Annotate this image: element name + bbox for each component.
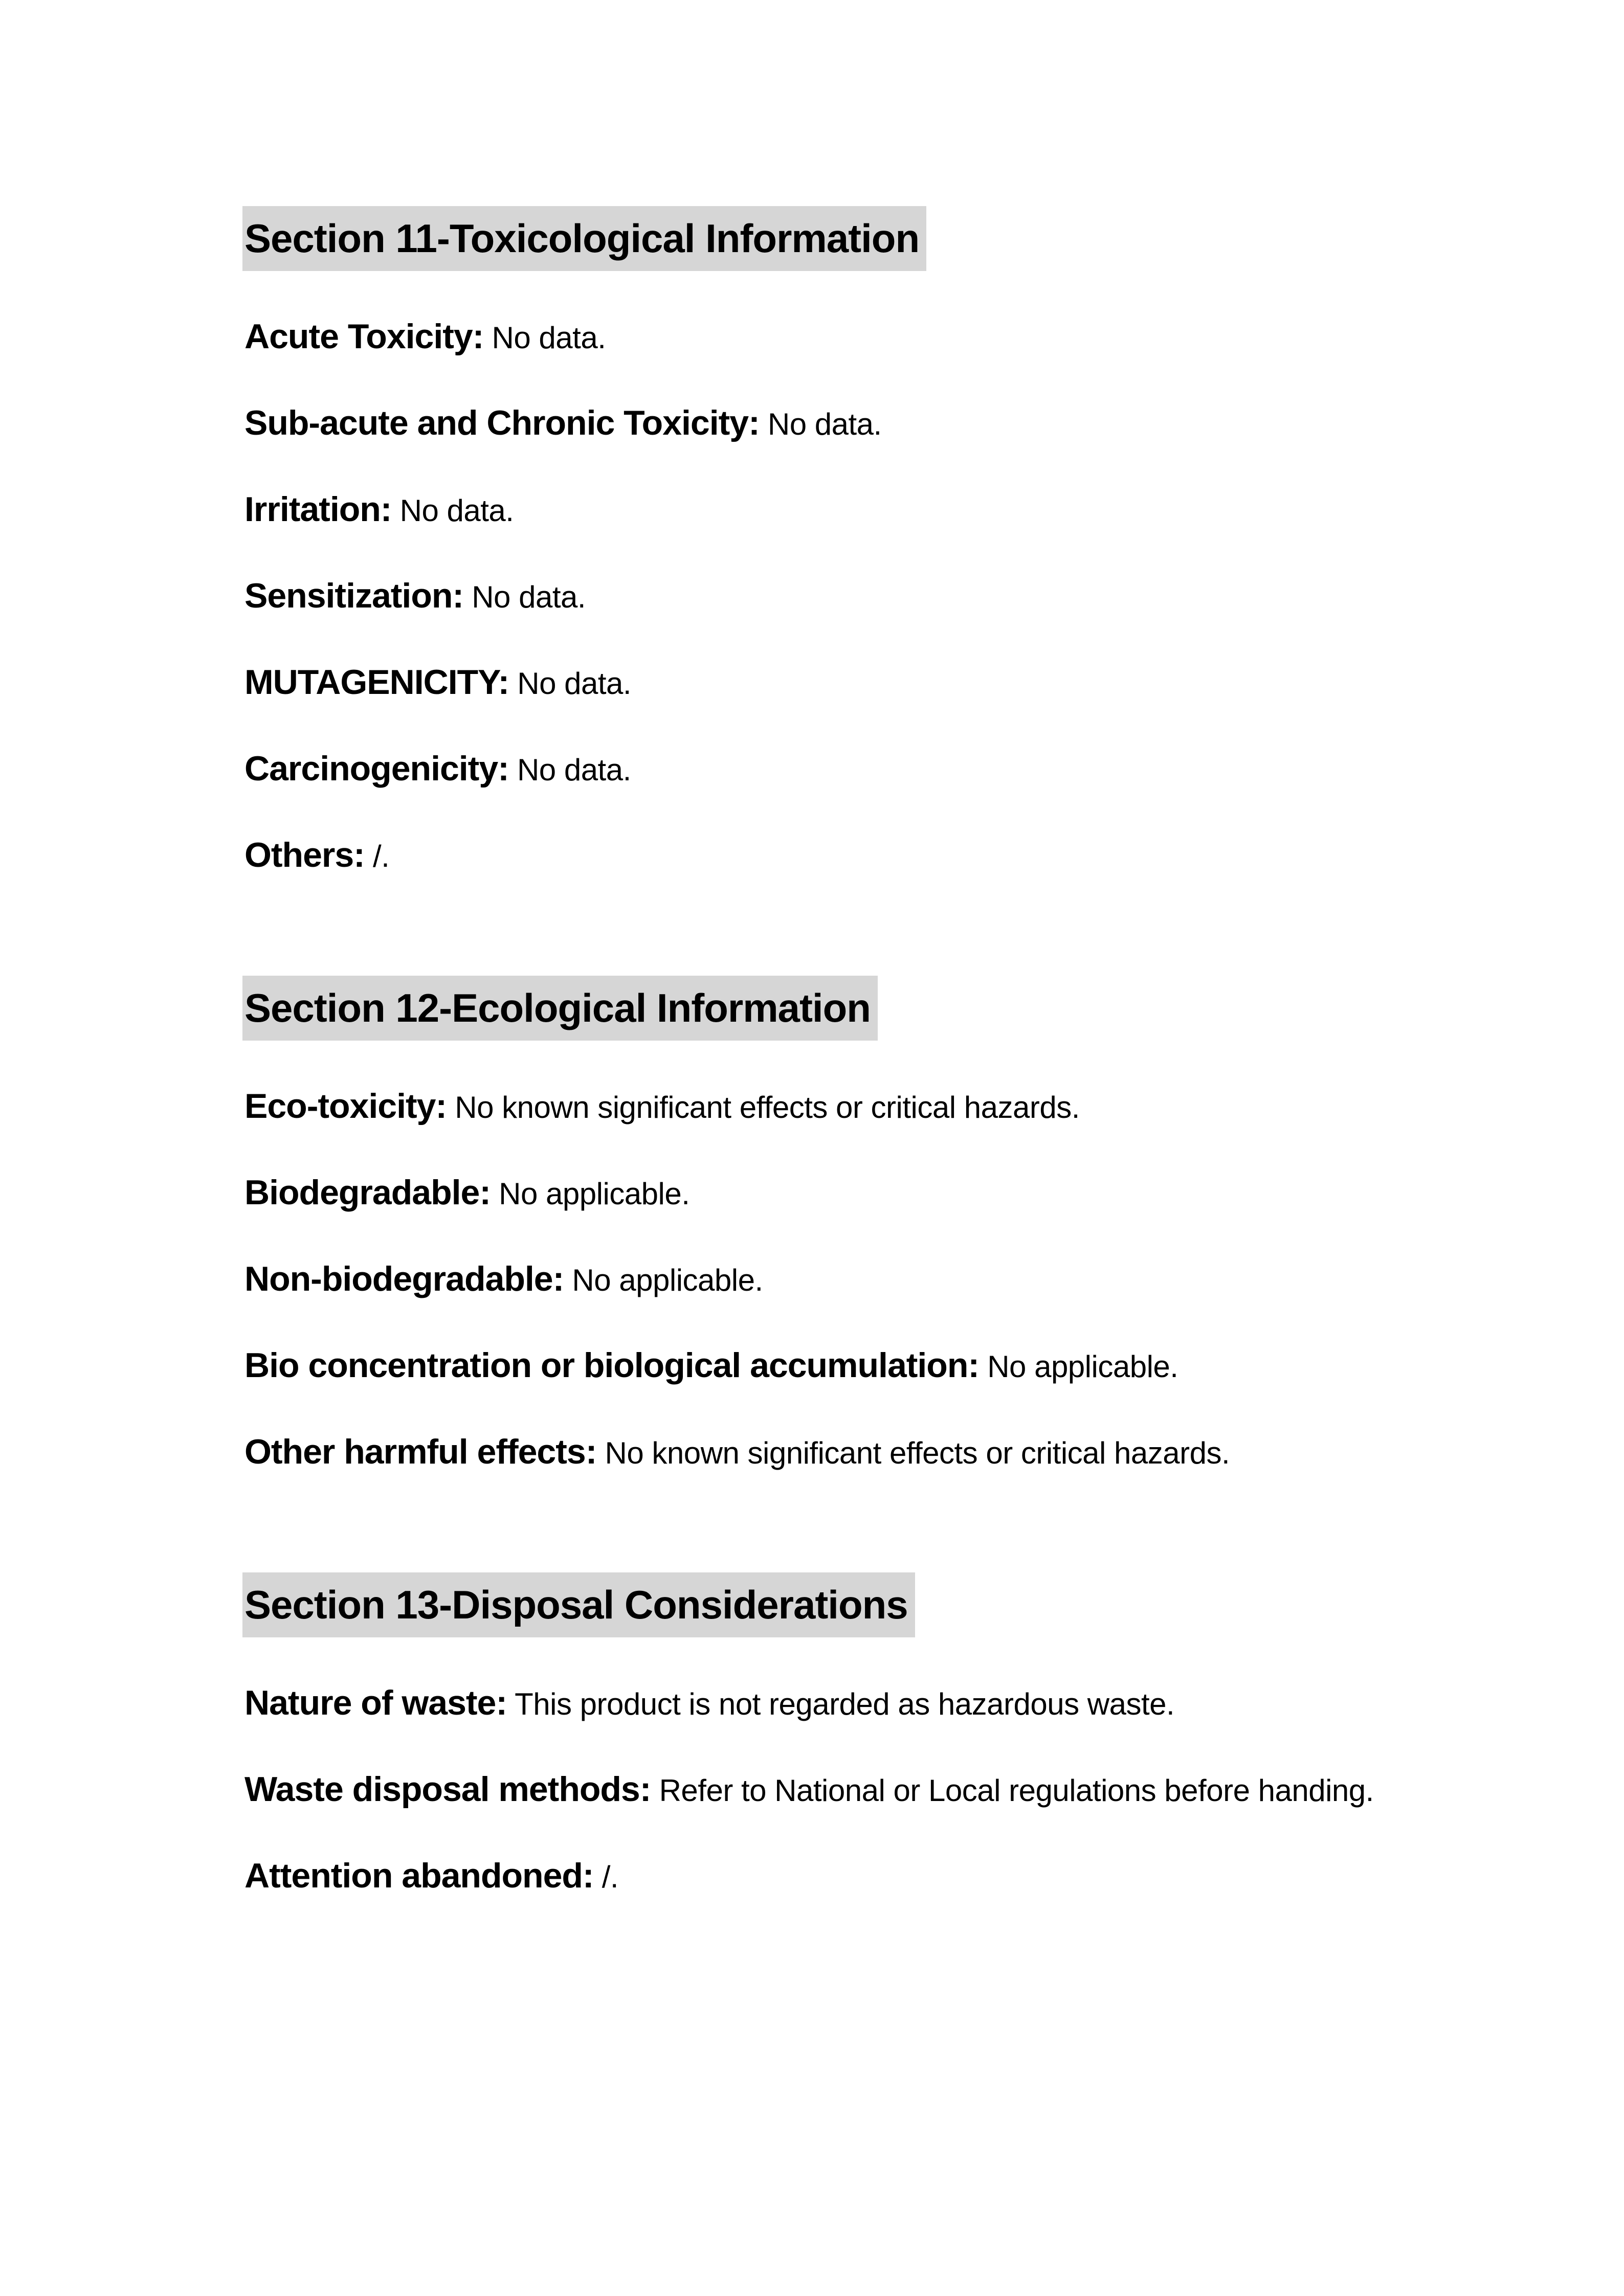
field-value: This product is not regarded as hazardous waste. <box>515 1687 1175 1721</box>
field-label: Biodegradable: <box>244 1173 491 1212</box>
field-value: No applicable. <box>987 1349 1178 1384</box>
field-mutagenicity <box>244 640 1380 726</box>
field-label: Acute Toxicity: <box>244 317 484 356</box>
field-bio-concentration-or-biological-accumulation <box>244 1323 1380 1409</box>
field-value: No data. <box>399 493 514 528</box>
field-non-biodegradable <box>244 1236 1380 1323</box>
field-value: No applicable. <box>499 1177 690 1211</box>
section-12-heading-text: Section 12-Ecological Information <box>242 976 878 1041</box>
field-attention-abandoned <box>244 1833 1380 1920</box>
field-label: Bio concentration or biological accumulation: <box>244 1346 980 1385</box>
field-label: Others: <box>244 836 365 874</box>
field-waste-disposal-methods <box>244 1747 1380 1833</box>
field-label: Sub-acute and Chronic Toxicity: <box>244 403 760 442</box>
field-label: Carcinogenicity: <box>244 749 509 788</box>
field-eco-toxicity <box>244 1064 1380 1150</box>
field-label: MUTAGENICITY: <box>244 663 509 702</box>
field-label: Other harmful effects: <box>244 1432 597 1471</box>
field-acute-toxicity <box>244 294 1380 380</box>
field-label: Non-biodegradable: <box>244 1259 564 1298</box>
field-value: No data. <box>517 666 632 701</box>
field-carcinogenicity <box>244 726 1380 813</box>
section-11-heading <box>244 206 1380 271</box>
field-value: No data. <box>767 407 882 441</box>
field-value: No data. <box>492 321 606 355</box>
field-biodegradable <box>244 1150 1380 1236</box>
field-other-harmful-effects <box>244 1409 1380 1496</box>
field-label: Waste disposal methods: <box>244 1770 651 1809</box>
field-sensitization <box>244 553 1380 640</box>
field-value: No applicable. <box>572 1263 763 1297</box>
field-label: Eco-toxicity: <box>244 1087 447 1126</box>
field-label: Irritation: <box>244 490 392 529</box>
field-nature-of-waste <box>244 1660 1380 1747</box>
field-label: Sensitization: <box>244 576 464 615</box>
field-sub-acute-and-chronic-toxicity <box>244 380 1380 467</box>
field-others <box>244 813 1380 899</box>
field-irritation <box>244 467 1380 553</box>
section-12-heading <box>244 976 1380 1041</box>
field-value: Refer to National or Local regulations before handing. <box>659 1773 1374 1808</box>
field-value: /. <box>602 1860 619 1894</box>
section-13-heading <box>244 1572 1380 1637</box>
section-11-heading-text: Section 11-Toxicological Information <box>242 206 926 271</box>
field-value: No known significant effects or critical hazards. <box>455 1090 1080 1124</box>
field-value: No data. <box>472 580 586 614</box>
section-13-heading-text: Section 13-Disposal Considerations <box>242 1572 915 1637</box>
field-value: /. <box>373 839 390 873</box>
field-value: No data. <box>517 753 631 787</box>
field-label: Nature of waste: <box>244 1683 507 1722</box>
field-value: No known significant effects or critical hazards. <box>605 1436 1230 1470</box>
field-label: Attention abandoned: <box>244 1856 594 1895</box>
